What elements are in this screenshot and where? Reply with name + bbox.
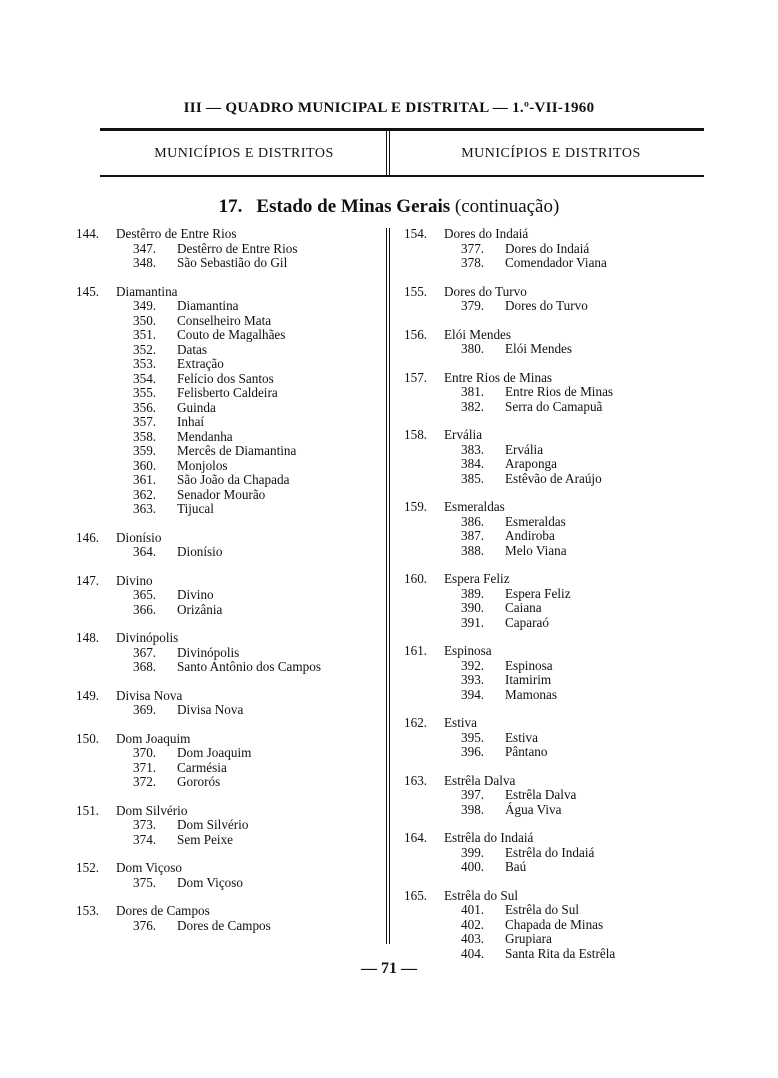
district-name: Dores do Turvo xyxy=(505,298,588,313)
municipality-name: Dionísio xyxy=(116,529,162,545)
municipality-entry xyxy=(404,774,704,818)
left-column xyxy=(76,227,376,947)
municipality-name: Divinópolis xyxy=(116,630,179,645)
district-number: 383. xyxy=(461,441,485,457)
district-name: Mendanha xyxy=(177,428,233,444)
district-name: Destêrro de Entre Rios xyxy=(177,240,298,256)
page-number: — 71 — xyxy=(361,960,417,977)
district-number: 398. xyxy=(461,801,485,817)
district-row xyxy=(404,745,704,760)
district-number: 360. xyxy=(133,457,157,473)
district-row xyxy=(76,357,376,372)
district-name: Carmésia xyxy=(177,759,227,775)
municipality-row xyxy=(76,732,376,747)
municipality-name: Dores do Turvo xyxy=(444,283,527,299)
district-row xyxy=(76,761,376,776)
municipality-number: 145. xyxy=(76,283,100,299)
municipality-entry xyxy=(404,371,704,415)
district-number: 370. xyxy=(133,745,157,760)
district-row xyxy=(76,588,376,603)
district-name: São João da Chapada xyxy=(177,472,290,487)
municipality-name: Diamantina xyxy=(116,283,178,299)
municipality-entry xyxy=(404,572,704,630)
district-number: 385. xyxy=(461,470,485,486)
district-row xyxy=(404,515,704,530)
district-name: Melo Viana xyxy=(505,542,567,558)
district-number: 376. xyxy=(133,917,157,933)
municipality-entry xyxy=(404,716,704,760)
district-number: 402. xyxy=(461,916,485,932)
municipality-row xyxy=(404,716,704,731)
municipality-number: 155. xyxy=(404,283,428,299)
district-row xyxy=(404,529,704,544)
municipality-name: Estrêla do Sul xyxy=(444,887,518,903)
municipality-number: 163. xyxy=(404,772,428,788)
district-row xyxy=(404,616,704,631)
district-name: São Sebastião do Gil xyxy=(177,255,288,270)
municipality-name: Ervália xyxy=(444,427,483,442)
municipality-name: Dores do Indaiá xyxy=(444,226,529,241)
district-row xyxy=(404,673,704,688)
district-name: Conselheiro Mata xyxy=(177,312,272,328)
district-name: Divino xyxy=(177,587,214,602)
municipality-number: 158. xyxy=(404,427,428,442)
district-name: Araponga xyxy=(505,456,557,471)
municipality-entry xyxy=(404,500,704,558)
district-row xyxy=(404,256,704,271)
municipality-entry xyxy=(76,689,376,718)
district-number: 353. xyxy=(133,356,157,371)
municipality-name: Destêrro de Entre Rios xyxy=(116,226,237,241)
district-row xyxy=(404,443,704,458)
district-name: Comendador Viana xyxy=(505,255,607,270)
district-name: Couto de Magalhães xyxy=(177,327,286,342)
municipality-row xyxy=(76,574,376,589)
district-row xyxy=(404,788,704,803)
municipality-row xyxy=(76,689,376,704)
district-number: 394. xyxy=(461,686,485,702)
municipality-entry xyxy=(404,644,704,702)
municipality-row xyxy=(404,428,704,443)
district-number: 401. xyxy=(461,902,485,917)
district-row xyxy=(76,502,376,517)
district-name: Monjolos xyxy=(177,457,228,473)
municipality-name: Dom Silvério xyxy=(116,802,188,818)
district-number: 389. xyxy=(461,585,485,601)
municipality-name: Estrêla do Indaiá xyxy=(444,830,534,845)
district-number: 361. xyxy=(133,472,157,487)
municipality-row xyxy=(76,531,376,546)
municipality-number: 146. xyxy=(76,529,100,545)
district-name: Água Viva xyxy=(505,801,562,817)
municipality-row xyxy=(76,904,376,919)
district-name: Extração xyxy=(177,356,224,371)
district-row xyxy=(404,472,704,487)
header-divider xyxy=(386,131,388,175)
municipality-number: 150. xyxy=(76,730,100,746)
district-row xyxy=(76,646,376,661)
district-number: 364. xyxy=(133,544,157,559)
district-number: 357. xyxy=(133,414,157,429)
district-number: 392. xyxy=(461,657,485,673)
district-name: Dionísio xyxy=(177,544,223,559)
district-number: 371. xyxy=(133,759,157,775)
district-name: Chapada de Minas xyxy=(505,916,604,932)
column-divider xyxy=(386,228,388,944)
district-row xyxy=(76,919,376,934)
district-name: Felisberto Caldeira xyxy=(177,385,278,400)
municipality-row xyxy=(76,285,376,300)
district-number: 395. xyxy=(461,729,485,745)
district-row xyxy=(404,947,704,962)
municipality-row xyxy=(404,831,704,846)
district-number: 365. xyxy=(133,587,157,602)
municipality-number: 152. xyxy=(76,860,100,875)
municipality-name: Espera Feliz xyxy=(444,571,510,586)
municipality-number: 147. xyxy=(76,572,100,588)
municipality-row xyxy=(404,227,704,242)
district-number: 386. xyxy=(461,513,485,529)
district-name: Serra do Camapuã xyxy=(505,398,603,414)
district-row xyxy=(76,328,376,343)
district-row xyxy=(404,918,704,933)
district-number: 362. xyxy=(133,486,157,502)
municipality-row xyxy=(404,328,704,343)
district-name: Pântano xyxy=(505,744,548,759)
district-row xyxy=(76,660,376,675)
district-row xyxy=(76,372,376,387)
district-row xyxy=(76,488,376,503)
district-row xyxy=(404,299,704,314)
district-row xyxy=(404,846,704,861)
district-number: 369. xyxy=(133,702,157,717)
district-number: 375. xyxy=(133,874,157,890)
municipality-entry xyxy=(404,428,704,486)
district-number: 358. xyxy=(133,428,157,444)
district-name: Baú xyxy=(505,859,527,874)
district-number: 354. xyxy=(133,370,157,386)
municipality-row xyxy=(404,644,704,659)
district-name: Itamirim xyxy=(505,672,552,687)
section-number: 17. xyxy=(218,196,243,217)
district-name: Datas xyxy=(177,341,208,357)
district-row xyxy=(76,343,376,358)
district-row xyxy=(76,415,376,430)
municipality-entry xyxy=(76,904,376,933)
district-name: Dores do Indaiá xyxy=(505,240,590,256)
municipality-name: Entre Rios de Minas xyxy=(444,369,553,385)
district-name: Tijucal xyxy=(177,501,214,516)
section-note: (continuação) xyxy=(454,196,560,217)
district-name: Santa Rita da Estrêla xyxy=(505,945,616,961)
district-number: 348. xyxy=(133,255,157,270)
district-row xyxy=(76,459,376,474)
municipality-number: 151. xyxy=(76,802,100,818)
district-name: Dom Silvério xyxy=(177,817,249,832)
district-number: 403. xyxy=(461,931,485,946)
district-row xyxy=(404,385,704,400)
municipality-row xyxy=(76,861,376,876)
municipality-entry xyxy=(76,574,376,618)
district-row xyxy=(76,401,376,416)
right-column xyxy=(404,227,704,975)
district-row xyxy=(76,386,376,401)
district-number: 374. xyxy=(133,831,157,847)
district-number: 350. xyxy=(133,312,157,328)
district-row xyxy=(404,242,704,257)
district-name: Caparaó xyxy=(505,614,549,630)
municipality-entry xyxy=(76,285,376,517)
municipality-number: 164. xyxy=(404,830,428,845)
district-name: Estêvão de Araújo xyxy=(505,470,602,486)
municipality-number: 153. xyxy=(76,903,100,918)
district-name: Diamantina xyxy=(177,298,239,313)
district-row xyxy=(404,400,704,415)
municipality-number: 149. xyxy=(76,687,100,703)
district-row xyxy=(76,430,376,445)
district-name: Dom Joaquim xyxy=(177,745,252,760)
district-name: Esmeraldas xyxy=(505,513,566,529)
municipality-entry xyxy=(404,328,704,357)
section-title xyxy=(0,196,778,218)
district-row xyxy=(76,818,376,833)
column-header-left: MUNICÍPIOS E DISTRITOS xyxy=(154,146,334,161)
municipality-name: Estiva xyxy=(444,715,477,730)
municipality-name: Dores de Campos xyxy=(116,903,210,918)
district-name: Sem Peixe xyxy=(177,831,234,847)
district-number: 379. xyxy=(461,298,485,313)
municipality-entry xyxy=(76,804,376,848)
district-number: 352. xyxy=(133,341,157,357)
municipality-entry xyxy=(76,631,376,675)
district-row xyxy=(76,876,376,891)
municipality-entry xyxy=(404,889,704,962)
district-name: Espera Feliz xyxy=(505,585,571,601)
municipality-name: Dom Viçoso xyxy=(116,860,183,875)
district-number: 366. xyxy=(133,601,157,617)
district-number: 363. xyxy=(133,501,157,516)
municipality-number: 162. xyxy=(404,715,428,730)
district-number: 380. xyxy=(461,341,485,356)
district-number: 397. xyxy=(461,787,485,802)
district-row xyxy=(404,731,704,746)
district-name: Estrêla do Sul xyxy=(505,902,579,917)
district-number: 400. xyxy=(461,859,485,874)
district-row xyxy=(76,444,376,459)
district-row xyxy=(404,903,704,918)
district-name: Caiana xyxy=(505,600,542,615)
district-name: Divinópolis xyxy=(177,644,240,660)
district-row xyxy=(76,299,376,314)
district-number: 355. xyxy=(133,385,157,400)
district-row xyxy=(76,473,376,488)
municipality-name: Divisa Nova xyxy=(116,687,183,703)
municipality-number: 165. xyxy=(404,887,428,903)
district-row xyxy=(404,342,704,357)
district-number: 351. xyxy=(133,327,157,342)
district-row xyxy=(76,242,376,257)
municipality-name: Estrêla Dalva xyxy=(444,772,516,788)
district-name: Estrêla Dalva xyxy=(505,787,577,802)
district-number: 368. xyxy=(133,659,157,674)
section-state: Estado de Minas Gerais xyxy=(256,196,451,217)
district-row xyxy=(76,314,376,329)
district-row xyxy=(76,746,376,761)
district-number: 399. xyxy=(461,844,485,860)
district-number: 347. xyxy=(133,240,157,256)
municipality-row xyxy=(404,500,704,515)
municipality-entry xyxy=(76,732,376,790)
district-number: 377. xyxy=(461,240,485,256)
district-row xyxy=(404,544,704,559)
municipality-entry xyxy=(76,531,376,560)
municipality-number: 144. xyxy=(76,226,100,241)
district-number: 378. xyxy=(461,255,485,270)
district-row xyxy=(76,703,376,718)
district-name: Felício dos Santos xyxy=(177,370,274,386)
district-name: Guinda xyxy=(177,399,216,415)
district-name: Santo Antônio dos Campos xyxy=(177,659,321,674)
municipality-name: Elói Mendes xyxy=(444,326,512,342)
district-number: 382. xyxy=(461,398,485,414)
municipality-number: 161. xyxy=(404,643,428,658)
district-number: 372. xyxy=(133,774,157,789)
district-name: Dores de Campos xyxy=(177,917,271,933)
district-number: 349. xyxy=(133,298,157,313)
district-name: Senador Mourão xyxy=(177,486,266,502)
municipality-row xyxy=(76,804,376,819)
municipality-name: Dom Joaquim xyxy=(116,730,191,746)
municipality-entry xyxy=(76,861,376,890)
district-row xyxy=(404,601,704,616)
municipality-number: 160. xyxy=(404,571,428,586)
district-row xyxy=(404,587,704,602)
district-name: Grupiara xyxy=(505,931,552,946)
district-number: 356. xyxy=(133,399,157,415)
municipality-number: 159. xyxy=(404,499,428,514)
district-name: Inhaí xyxy=(177,414,205,429)
district-row xyxy=(404,932,704,947)
municipality-number: 154. xyxy=(404,226,428,241)
district-name: Mercês de Diamantina xyxy=(177,443,297,458)
district-row xyxy=(404,457,704,472)
district-name: Mamonas xyxy=(505,686,558,702)
district-row xyxy=(76,256,376,271)
district-number: 388. xyxy=(461,542,485,558)
column-header-rule xyxy=(100,175,704,177)
district-name: Gororós xyxy=(177,774,221,789)
municipality-entry xyxy=(404,285,704,314)
municipality-number: 157. xyxy=(404,369,428,385)
municipality-entry xyxy=(404,227,704,271)
district-name: Elói Mendes xyxy=(505,341,573,356)
district-name: Estrêla do Indaiá xyxy=(505,844,595,860)
municipality-row xyxy=(404,889,704,904)
column-header-right: MUNICÍPIOS E DISTRITOS xyxy=(461,146,641,161)
district-row xyxy=(76,603,376,618)
district-number: 373. xyxy=(133,817,157,832)
district-row xyxy=(76,833,376,848)
district-number: 367. xyxy=(133,644,157,660)
district-name: Dom Viçoso xyxy=(177,874,244,890)
district-number: 381. xyxy=(461,384,485,399)
district-name: Espinosa xyxy=(505,657,553,673)
district-row xyxy=(76,545,376,560)
district-row xyxy=(404,803,704,818)
municipality-number: 148. xyxy=(76,630,100,645)
municipality-name: Espinosa xyxy=(444,643,492,658)
municipality-row xyxy=(76,631,376,646)
district-number: 390. xyxy=(461,600,485,615)
municipality-name: Esmeraldas xyxy=(444,499,505,514)
district-name: Divisa Nova xyxy=(177,702,244,717)
municipality-number: 156. xyxy=(404,326,428,342)
district-row xyxy=(404,688,704,703)
municipality-entry xyxy=(404,831,704,875)
district-number: 396. xyxy=(461,744,485,759)
district-number: 404. xyxy=(461,945,485,961)
district-row xyxy=(404,659,704,674)
district-row xyxy=(76,775,376,790)
municipality-entry xyxy=(76,227,376,271)
district-number: 387. xyxy=(461,528,485,543)
district-number: 359. xyxy=(133,443,157,458)
district-number: 391. xyxy=(461,614,485,630)
municipality-row xyxy=(76,227,376,242)
page-header: III — QUADRO MUNICIPAL E DISTRITAL — 1.º-VII-1960 xyxy=(183,100,595,116)
district-name: Ervália xyxy=(505,441,544,457)
district-name: Estiva xyxy=(505,729,538,745)
header-rule xyxy=(100,128,704,131)
district-name: Entre Rios de Minas xyxy=(505,384,614,399)
district-name: Orizânia xyxy=(177,601,223,617)
municipality-row xyxy=(404,774,704,789)
municipality-row xyxy=(404,572,704,587)
municipality-name: Divino xyxy=(116,572,153,588)
column-divider-double xyxy=(389,228,391,944)
district-number: 393. xyxy=(461,672,485,687)
district-row xyxy=(404,860,704,875)
header-divider-double xyxy=(389,131,391,175)
municipality-row xyxy=(404,371,704,386)
district-number: 384. xyxy=(461,456,485,471)
district-name: Andiroba xyxy=(505,528,555,543)
municipality-row xyxy=(404,285,704,300)
